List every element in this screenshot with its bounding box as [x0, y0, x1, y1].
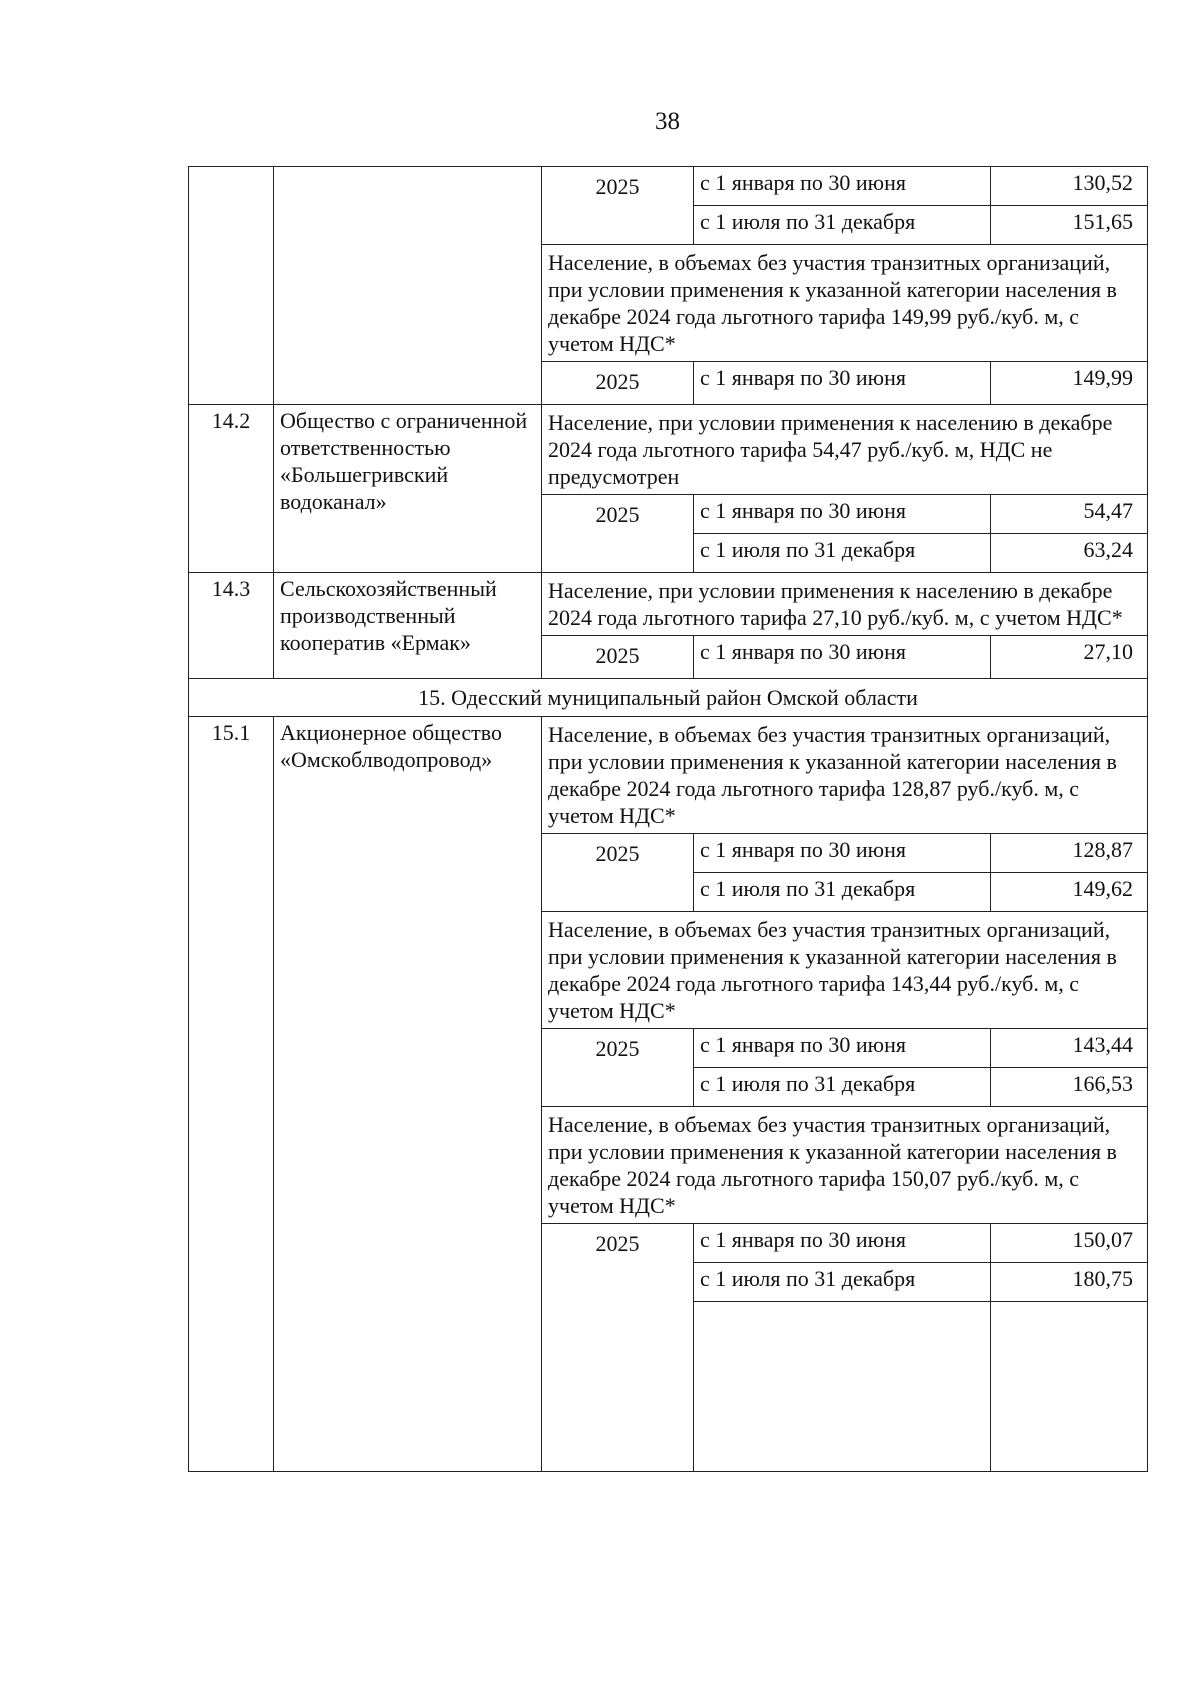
period-cell: с 1 июля по 31 декабря [694, 873, 991, 912]
organization-cell: Сельскохозяйственный производственный кооператив «Ермак» [274, 573, 542, 679]
tariff-value-cell: 151,65 [991, 206, 1148, 245]
page-number: 38 [655, 108, 680, 135]
year-cell: 2025 [542, 495, 694, 573]
year-cell: 2025 [542, 1029, 694, 1107]
period-cell: с 1 июля по 31 декабря [694, 1068, 991, 1107]
organization-cell: Общество с ограниченной ответственностью «Большегривский водоканал» [274, 405, 542, 573]
tariff-value-cell: 143,44 [991, 1029, 1148, 1068]
tariff-value-cell: 128,87 [991, 834, 1148, 873]
period-cell: с 1 июля по 31 декабря [694, 1263, 991, 1302]
period-cell: с 1 января по 30 июня [694, 1224, 991, 1263]
table-row [189, 679, 1148, 717]
organization-cell [274, 167, 542, 405]
tariff-value-cell: 149,99 [991, 362, 1148, 405]
period-cell [694, 1302, 991, 1472]
period-cell: с 1 января по 30 июня [694, 167, 991, 206]
period-cell: с 1 января по 30 июня [694, 362, 991, 405]
row-number-cell [189, 167, 274, 405]
row-number-cell: 14.3 [189, 573, 274, 679]
consumer-category-cell: Население, в объемах без участия транзитных организаций, при условии применения к указанной категории населения в декабре 2024 года льготного тарифа 150,07 руб./куб. м, с учетом НДС* [542, 1107, 1148, 1224]
section-heading: 15. Одесский муниципальный район Омской области [189, 679, 1148, 717]
tariff-value-cell: 150,07 [991, 1224, 1148, 1263]
consumer-category-cell: Население, при условии применения к населению в декабре 2024 года льготного тарифа 27,10 руб./куб. м, с учетом НДС* [542, 573, 1148, 636]
period-cell: с 1 января по 30 июня [694, 834, 991, 873]
period-cell: с 1 января по 30 июня [694, 495, 991, 534]
tariff-table [188, 166, 1148, 1472]
period-cell: с 1 января по 30 июня [694, 636, 991, 679]
year-cell: 2025 [542, 167, 694, 245]
row-number-cell: 15.1 [189, 717, 274, 1472]
period-cell: с 1 июля по 31 декабря [694, 206, 991, 245]
tariff-value-cell: 149,62 [991, 873, 1148, 912]
consumer-category-cell: Население, в объемах без участия транзитных организаций, при условии применения к указанной категории населения в декабре 2024 года льготного тарифа 128,87 руб./куб. м, с учетом НДС* [542, 717, 1148, 834]
consumer-category-cell: Население, при условии применения к населению в декабре 2024 года льготного тарифа 54,47 руб./куб. м, НДС не предусмотрен [542, 405, 1148, 495]
table-row [189, 167, 1148, 206]
consumer-category-cell: Население, в объемах без участия транзитных организаций, при условии применения к указанной категории населения в декабре 2024 года льготного тарифа 149,99 руб./куб. м, с учетом НДС* [542, 245, 1148, 362]
tariff-value-cell: 180,75 [991, 1263, 1148, 1302]
table-row [189, 573, 1148, 636]
year-cell: 2025 [542, 362, 694, 405]
row-number-cell: 14.2 [189, 405, 274, 573]
year-cell: 2025 [542, 636, 694, 679]
year-cell: 2025 [542, 1224, 694, 1472]
table-row [189, 717, 1148, 834]
period-cell: с 1 июля по 31 декабря [694, 534, 991, 573]
organization-cell: Акционерное общество «Омскоблводопровод» [274, 717, 542, 1472]
consumer-category-cell: Население, в объемах без участия транзитных организаций, при условии применения к указанной категории населения в декабре 2024 года льготного тарифа 143,44 руб./куб. м, с учетом НДС* [542, 912, 1148, 1029]
tariff-value-cell: 166,53 [991, 1068, 1148, 1107]
tariff-value-cell [991, 1302, 1148, 1472]
tariff-value-cell: 63,24 [991, 534, 1148, 573]
table-row [189, 405, 1148, 495]
period-cell: с 1 января по 30 июня [694, 1029, 991, 1068]
tariff-value-cell: 27,10 [991, 636, 1148, 679]
tariff-value-cell: 54,47 [991, 495, 1148, 534]
tariff-value-cell: 130,52 [991, 167, 1148, 206]
year-cell: 2025 [542, 834, 694, 912]
